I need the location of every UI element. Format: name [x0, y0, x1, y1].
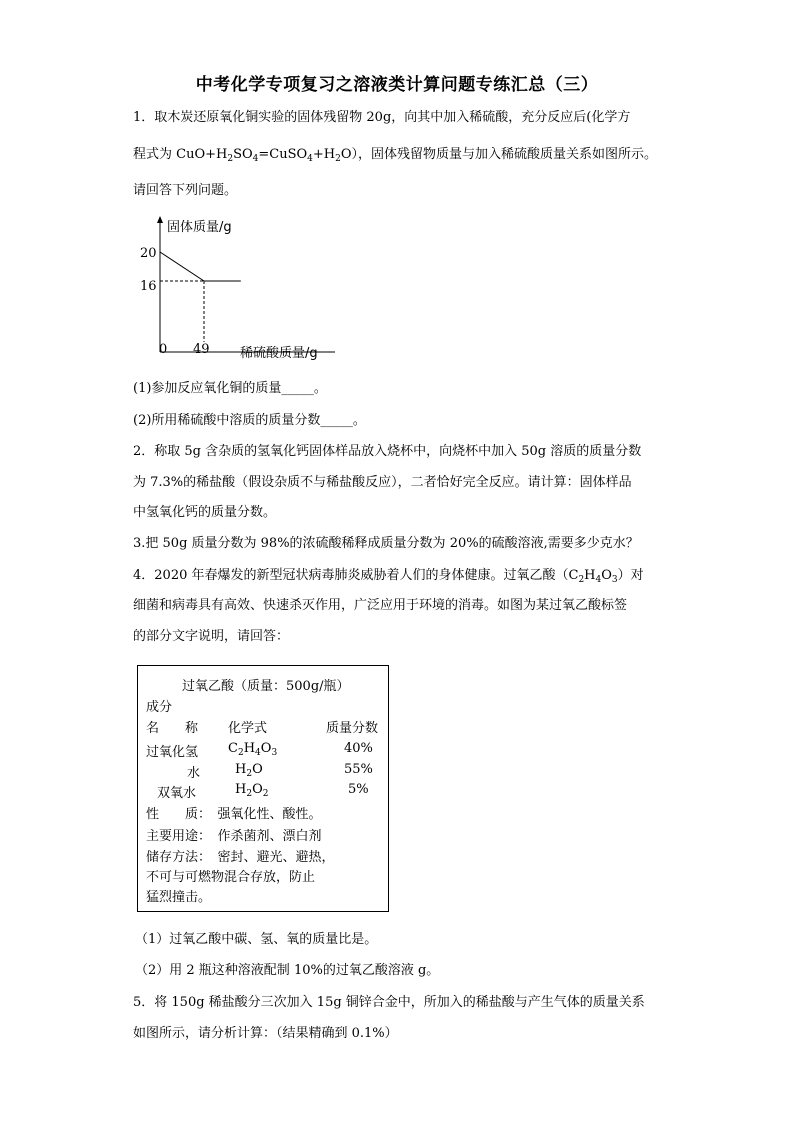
q2-line1: 2．称取 5g 含杂质的氢氧化钙固体样品放入烧杯中，向烧杯中加入 50g 溶质的质量分数: [133, 444, 642, 459]
q5-line2: 如图所示，请分析计算：（结果精确到 0.1%）: [133, 1026, 398, 1041]
label-header: 过氧乙酸（质量：500g/瓶）: [182, 679, 350, 694]
label-row-name: 双氧水: [157, 786, 197, 801]
y-tick-20: 20: [140, 246, 157, 261]
label-col-name: 名 称: [146, 721, 199, 736]
q3-line1: 3.把 50g 质量分数为 98%的浓硫酸稀释成质量分数为 20%的硫酸溶液,需要多少克水？: [133, 536, 639, 551]
q1-line2: 程式为 $CuO+H_2SO_4=CuSO_4+H_2O$），固体残留物质量与加入稀硫酸质量关系如图所示。: [133, 147, 658, 164]
q1-chart: [135, 210, 345, 365]
q2-line3: 中氢氧化钙的质量分数。: [133, 505, 277, 520]
label-col-formula: 化学式: [228, 721, 268, 736]
label-row-formula: $H_2O$: [235, 762, 263, 779]
y-axis-label: 固体质量/g: [167, 220, 232, 235]
q1-line3: 请回答下列问题。: [133, 183, 238, 198]
label-row-formula: $C_2H_4O_3$: [228, 741, 278, 758]
label-storage: 储存方法： 密封、避光、避热，: [146, 850, 335, 865]
q5-line1: 5．将 150g 稀盐酸分三次加入 15g 铜锌合金中，所加入的稀盐酸与产生气体的质量关系: [133, 995, 645, 1010]
y-axis-arrow: [157, 216, 163, 223]
page-title: 中考化学专项复习之溶液类计算问题专练汇总（三）: [195, 75, 599, 95]
q4-sub1: （1）过氧乙酸中碳、氢、氧的质量比是。: [135, 932, 378, 947]
label-row-formula: $H_2O_2$: [235, 782, 269, 799]
label-row-name: 过氧化氢: [146, 745, 199, 760]
label-col-percent: 质量分数: [326, 721, 379, 736]
q1-sub1: (1)参加反应氧化铜的质量_____。: [133, 381, 327, 396]
y-tick-16: 16: [140, 279, 157, 294]
label-section: 成分: [146, 700, 173, 715]
x-axis-label: 稀硫酸质量/g: [240, 346, 318, 361]
q4-line1: 4．2020 年春爆发的新型冠状病毒肺炎威胁着人们的身体健康。过氧乙酸$(C_2H_4O_3)$对: [133, 568, 644, 585]
q2-line2: 为 7.3%的稀盐酸（假设杂质不与稀盐酸反应），二者恰好完全反应。请计算：固体样品: [133, 475, 632, 490]
label-property: 性 质： 强氧化性、酸性。: [146, 807, 322, 822]
label-usage: 主要用途： 作杀菌剂、漂白剂: [146, 829, 322, 844]
label-row-percent: 40%: [344, 741, 373, 756]
x-tick-49: 49: [193, 342, 210, 357]
label-storage-3: 猛烈撞击。: [146, 890, 212, 905]
x-tick-0: 0: [159, 342, 168, 357]
q1-line1: 1．取木炭还原氧化铜实验的固体残留物 20g，向其中加入稀硫酸，充分反应后(化学方: [133, 110, 631, 125]
q1-sub2: (2)所用稀硫酸中溶质的质量分数_____。: [133, 413, 366, 428]
q4-sub2: （2）用 2 瓶这种溶液配制 10%的过氧乙酸溶液 g。: [135, 963, 440, 978]
label-row-percent: 5%: [348, 782, 369, 797]
product-label-box: [137, 665, 389, 912]
q4-line3: 的部分文字说明，请回答：: [133, 629, 290, 644]
series-line: [160, 252, 241, 281]
label-row-name: 水: [187, 766, 201, 781]
label-storage-2: 不可与可燃物混合存放，防止: [146, 870, 316, 885]
label-row-percent: 55%: [344, 762, 373, 777]
q4-line2: 细菌和病毒具有高效、快速杀灭作用，广泛应用于环境的消毒。如图为某过氧乙酸标签: [133, 598, 628, 613]
